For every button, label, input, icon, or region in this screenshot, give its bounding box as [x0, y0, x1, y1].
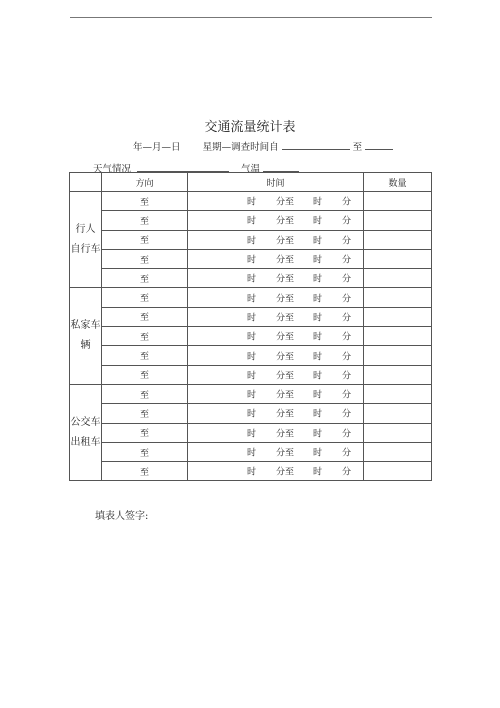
category-label: 行人	[75, 223, 96, 235]
time-part: 时	[313, 197, 323, 208]
time-part: 时	[313, 409, 323, 420]
time-part: 时	[247, 274, 257, 285]
start-time-blank[interactable]	[282, 141, 350, 150]
weather-blank[interactable]	[137, 163, 229, 172]
direction-cell[interactable]: 至	[102, 269, 188, 288]
date-text: 年—月—日	[133, 142, 181, 153]
quantity-cell[interactable]	[364, 462, 432, 481]
time-part: 分至	[276, 467, 295, 478]
quantity-cell[interactable]	[364, 211, 432, 230]
quantity-cell[interactable]	[364, 230, 432, 249]
table-row	[70, 442, 432, 461]
time-part: 分	[342, 274, 352, 285]
time-part: 分	[342, 448, 352, 459]
time-part: 分	[342, 429, 352, 440]
column-header: 数量	[364, 173, 432, 192]
time-part: 时	[247, 255, 257, 266]
table-row	[70, 404, 432, 423]
traffic-table	[69, 172, 432, 481]
category-label: 公交车	[70, 416, 101, 428]
time-part: 时	[247, 467, 257, 478]
direction-cell[interactable]: 至	[102, 230, 188, 249]
time-part: 分	[342, 352, 352, 363]
time-part: 时	[247, 390, 257, 401]
table-row	[70, 462, 432, 481]
direction-cell[interactable]: 至	[102, 192, 188, 211]
quantity-cell[interactable]	[364, 249, 432, 268]
quantity-cell[interactable]	[364, 404, 432, 423]
quantity-cell[interactable]	[364, 365, 432, 384]
time-part: 分至	[276, 352, 295, 363]
table-row	[70, 423, 432, 442]
time-cell[interactable]	[188, 249, 364, 268]
table-row	[70, 307, 432, 326]
table-row	[70, 346, 432, 365]
signer-label: 填表人签字:	[95, 511, 149, 522]
time-part: 时	[247, 409, 257, 420]
time-part: 分	[342, 255, 352, 266]
quantity-cell[interactable]	[364, 307, 432, 326]
time-part: 分至	[276, 255, 295, 266]
quantity-cell[interactable]	[364, 192, 432, 211]
category-label: 辆	[80, 340, 91, 352]
direction-cell[interactable]: 至	[102, 288, 188, 307]
time-part: 分	[342, 371, 352, 382]
time-cell[interactable]	[188, 346, 364, 365]
time-part: 时	[313, 352, 323, 363]
weather-label: 天气情况	[93, 164, 132, 175]
header-blank-cell	[70, 173, 102, 192]
direction-cell[interactable]: 至	[102, 365, 188, 384]
quantity-cell[interactable]	[364, 346, 432, 365]
direction-cell[interactable]: 至	[102, 327, 188, 346]
time-cell[interactable]	[188, 462, 364, 481]
temp-label: 气温	[241, 164, 261, 175]
quantity-cell[interactable]	[364, 288, 432, 307]
table-row	[70, 192, 432, 211]
column-header: 方向	[102, 173, 188, 192]
time-part: 时	[247, 197, 257, 208]
time-part: 时	[247, 429, 257, 440]
time-cell[interactable]	[188, 327, 364, 346]
time-part: 时	[313, 467, 323, 478]
column-header: 时间	[188, 173, 364, 192]
time-part: 时	[313, 332, 323, 343]
quantity-cell[interactable]	[364, 423, 432, 442]
time-part: 时	[313, 294, 323, 305]
time-cell[interactable]	[188, 307, 364, 326]
category-cell	[70, 288, 102, 384]
time-part: 分	[342, 409, 352, 420]
time-cell[interactable]	[188, 288, 364, 307]
direction-cell[interactable]: 至	[102, 423, 188, 442]
time-part: 分至	[276, 236, 295, 247]
table-row	[70, 230, 432, 249]
time-part: 分	[342, 197, 352, 208]
time-part: 时	[247, 352, 257, 363]
time-cell[interactable]	[188, 442, 364, 461]
time-part: 分	[342, 332, 352, 343]
direction-cell[interactable]: 至	[102, 211, 188, 230]
time-part: 时	[247, 216, 257, 227]
quantity-cell[interactable]	[364, 269, 432, 288]
time-cell[interactable]	[188, 384, 364, 403]
time-cell[interactable]	[188, 211, 364, 230]
time-part: 分至	[276, 216, 295, 227]
quantity-cell[interactable]	[364, 442, 432, 461]
direction-cell[interactable]: 至	[102, 442, 188, 461]
category-cell	[70, 192, 102, 288]
table-row	[70, 269, 432, 288]
table-row	[70, 365, 432, 384]
time-part: 分至	[276, 274, 295, 285]
top-rule	[70, 17, 432, 18]
time-part: 分	[342, 216, 352, 227]
direction-cell[interactable]: 至	[102, 462, 188, 481]
direction-cell[interactable]: 至	[102, 249, 188, 268]
time-part: 时	[247, 236, 257, 247]
category-label: 自行车	[70, 243, 101, 255]
table-row	[70, 249, 432, 268]
direction-cell[interactable]: 至	[102, 346, 188, 365]
time-part: 时	[313, 255, 323, 266]
time-part: 时	[313, 274, 323, 285]
time-part: 时	[313, 313, 323, 324]
direction-cell[interactable]: 至	[102, 307, 188, 326]
time-part: 分	[342, 390, 352, 401]
time-part: 时	[247, 313, 257, 324]
time-cell[interactable]	[188, 404, 364, 423]
table-row	[70, 211, 432, 230]
time-part: 分至	[276, 429, 295, 440]
time-part: 时	[313, 216, 323, 227]
time-part: 时	[313, 390, 323, 401]
to-text: 至	[352, 142, 363, 153]
table-row	[70, 288, 432, 307]
time-cell[interactable]	[188, 269, 364, 288]
time-part: 分至	[276, 294, 295, 305]
header-row	[70, 173, 432, 192]
time-part: 时	[247, 294, 257, 305]
quantity-cell[interactable]	[364, 384, 432, 403]
table-row	[70, 327, 432, 346]
end-time-blank[interactable]	[365, 141, 393, 150]
category-cell	[70, 384, 102, 480]
time-part: 分至	[276, 197, 295, 208]
time-part: 时	[247, 332, 257, 343]
category-label: 私家车	[70, 320, 101, 332]
time-part: 分至	[276, 448, 295, 459]
time-part: 分	[342, 236, 352, 247]
time-part: 分至	[276, 332, 295, 343]
time-part: 时	[247, 371, 257, 382]
time-cell[interactable]	[188, 192, 364, 211]
time-part: 时	[313, 371, 323, 382]
time-part: 分至	[276, 390, 295, 401]
weekday-time-text: 星期—调查时间自	[202, 142, 279, 153]
time-cell[interactable]	[188, 365, 364, 384]
time-part: 分	[342, 313, 352, 324]
quantity-cell[interactable]	[364, 327, 432, 346]
temp-blank[interactable]	[263, 163, 299, 172]
time-cell[interactable]	[188, 230, 364, 249]
page-title: 交通流量统计表	[204, 120, 296, 135]
survey-date-line	[133, 139, 393, 153]
direction-cell[interactable]: 至	[102, 404, 188, 423]
time-part: 分	[342, 467, 352, 478]
time-part: 分	[342, 294, 352, 305]
direction-cell[interactable]: 至	[102, 384, 188, 403]
category-label: 出租车	[70, 436, 101, 448]
time-part: 分至	[276, 313, 295, 324]
time-part: 分至	[276, 409, 295, 420]
time-part: 时	[313, 429, 323, 440]
time-part: 时	[313, 236, 323, 247]
time-part: 分至	[276, 371, 295, 382]
table-row	[70, 384, 432, 403]
time-part: 时	[313, 448, 323, 459]
time-part: 时	[247, 448, 257, 459]
time-cell[interactable]	[188, 423, 364, 442]
